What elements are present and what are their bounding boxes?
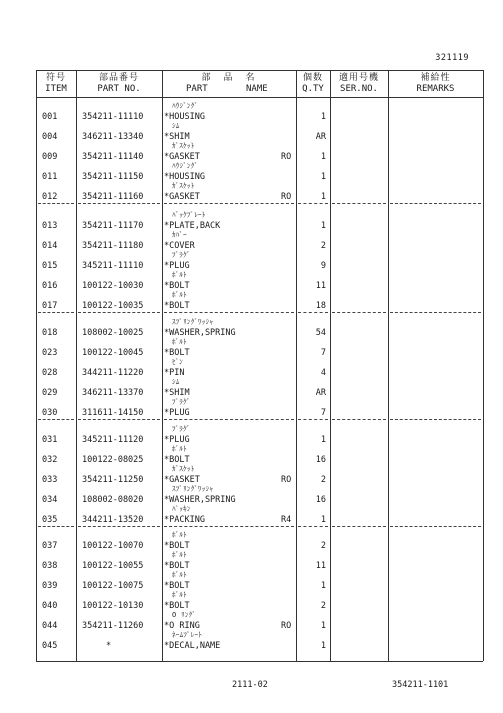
table-row: 039 100122-10075 ﾎﾞﾙﾄ *BOLT 1 xyxy=(42,571,326,591)
table-row: 040 100122-10130 ﾎﾞﾙﾄ *BOLT 2 xyxy=(42,591,326,611)
table-row: 011 354211-11150 ﾊｳｼﾞﾝｸﾞ *HOUSING 1 xyxy=(42,162,326,182)
header-qty: 個数 Q.TY xyxy=(302,73,324,94)
table-row: 045 * ﾈｰﾑﾌﾟﾚｰﾄ *DECAL,NAME 1 xyxy=(42,631,326,651)
table-row: 017 100122-10035 ﾎﾞﾙﾄ *BOLT 18 xyxy=(42,291,326,311)
header-item: 符号 ITEM xyxy=(45,73,67,94)
header-part-name: 部 品 名 PART NAME xyxy=(186,73,268,94)
table-row: 023 100122-10045 ﾎﾞﾙﾄ *BOLT 7 xyxy=(42,338,326,358)
table-row: 030 311611-14150 ﾌﾟﾗｸﾞ *PLUG 7 xyxy=(42,398,326,418)
table-row: 028 344211-11220 ﾋﾟﾝ *PIN 4 xyxy=(42,358,326,378)
table-row: 029 346211-13370 ｼﾑ *SHIM AR xyxy=(42,378,326,398)
table-row: 044 354211-11260 O ﾘﾝｸﾞ *O RING RO 1 xyxy=(42,611,326,631)
col-rule-right xyxy=(483,70,484,661)
document-reference: 354211-1101 xyxy=(392,680,449,690)
table-row: 015 345211-11110 ﾌﾟﾗｸﾞ *PLUG 9 xyxy=(42,251,326,271)
page-number: 2111-02 xyxy=(232,680,268,690)
table-row: 031 345211-11120 ﾌﾟﾗｸﾞ *PLUG 1 xyxy=(42,425,326,445)
table-row: 032 100122-08025 ﾎﾞﾙﾄ *BOLT 16 xyxy=(42,445,326,465)
table-row: 033 354211-11250 ｶﾞｽｹｯﾄ *GASKET RO 2 xyxy=(42,465,326,485)
table-row: 016 100122-10030 ﾎﾞﾙﾄ *BOLT 11 xyxy=(42,271,326,291)
table-row: 009 354211-11140 ｶﾞｽｹｯﾄ *GASKET RO 1 xyxy=(42,142,326,162)
header-ser-no: 適用号機 SER.NO. xyxy=(338,73,379,94)
header-remarks: 補給性 REMARKS xyxy=(416,73,455,94)
header-part-no: 部品番号 PART NO. xyxy=(97,73,141,94)
table-row: 035 344211-13520 ﾊﾟｯｷﾝ *PACKING R4 1 xyxy=(42,505,326,525)
table-row: 004 346211-13340 ｼﾑ *SHIM AR xyxy=(42,122,326,142)
table-row: 038 100122-10055 ﾎﾞﾙﾄ *BOLT 11 xyxy=(42,551,326,571)
table-top-rule xyxy=(36,70,483,71)
table-row: 018 108002-10025 ｽﾌﾟﾘﾝｸﾞﾜｯｼｬ *WASHER,SPRING 54 xyxy=(42,318,326,338)
document-code: 321119 xyxy=(435,53,469,63)
table-bottom-rule xyxy=(36,661,483,662)
header-bottom-rule xyxy=(36,97,483,98)
table-row: 034 108002-08020 ｽﾌﾟﾘﾝｸﾞﾜｯｼｬ *WASHER,SPRING 16 xyxy=(42,485,326,505)
table-row: 014 354211-11180 ｶﾊﾞｰ *COVER 2 xyxy=(42,231,326,251)
table-row: 013 354211-11170 ﾊﾞｯｸﾌﾟﾚｰﾄ *PLATE,BACK 1 xyxy=(42,211,326,231)
table-row: 037 100122-10070 ﾎﾞﾙﾄ *BOLT 2 xyxy=(42,531,326,551)
table-row: 001 354211-11110 ﾊｳｼﾞﾝｸﾞ *HOUSING 1 xyxy=(42,102,326,122)
table-row: 012 354211-11160 ｶﾞｽｹｯﾄ *GASKET RO 1 xyxy=(42,182,326,202)
